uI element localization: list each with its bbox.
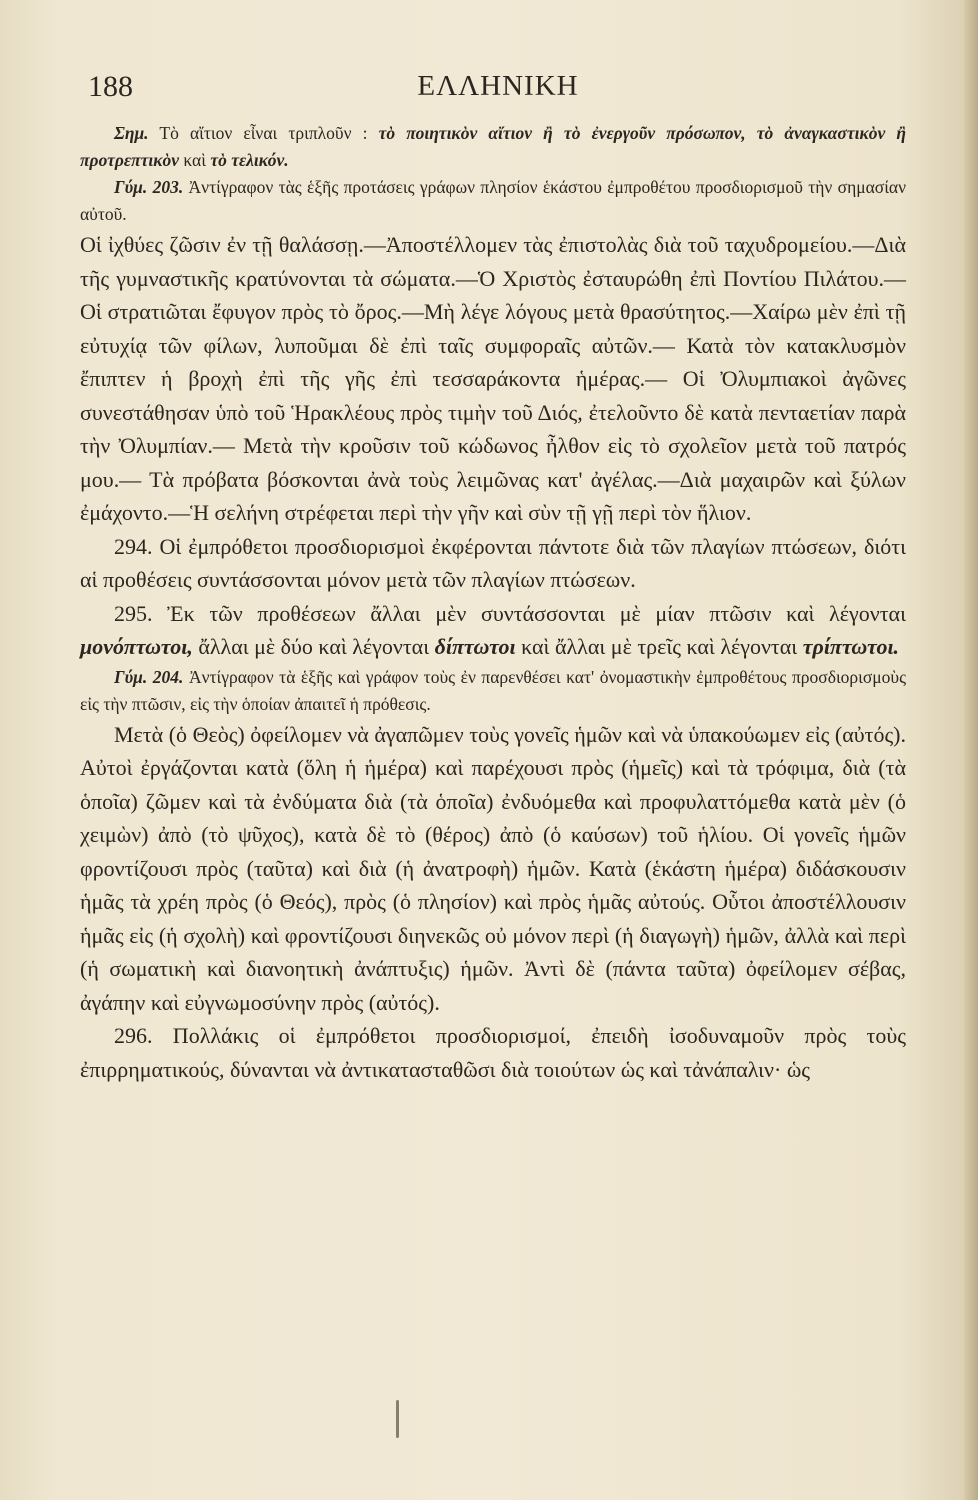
paragraph-295-text-2: ἄλλαι μὲ δύο καὶ λέγονται xyxy=(192,634,435,659)
exercise-203-text: Ἀντίγραφον τὰς ἑξῆς προτάσεις γράφων πλησίον ἑκάστου ἐμπροθέτου προσδιορισμοῦ τὴν σημασίαν αὐτοῦ. xyxy=(80,177,907,224)
exercise-203-sentences: Οἱ ἰχθύες ζῶσιν ἐν τῇ θαλάσσῃ.—Ἀποστέλλομεν τὰς ἐπιστολὰς διὰ τοῦ ταχυδρομείου.—Διὰ τῆς γυμναστικῆς κρατύνονται τὰ σώματα.—Ὁ Χριστὸς ἐσταυρώθη ἐπὶ Ποντίου Πιλάτου.—Οἱ στρατιῶται ἔφυγον πρὸς τὸ ὄρος.—Μὴ λέγε λόγους μετὰ θρασύτητος.—Χαίρω μὲν ἐπὶ τῇ εὐτυχίᾳ τῶν φίλων, λυποῦμαι δὲ ἐπὶ ταῖς συμφοραῖς αὐτῶν.— Κατὰ τὸν κατακλυσμὸν ἔπιπτεν ἡ βροχὴ ἐπὶ τῆς γῆς ἐπὶ τεσσαράκοντα ἡμέρας.— Οἱ Ὀλυμπιακοὶ ἀγῶνες συνεστάθησαν ὑπὸ τοῦ Ἡρακλέους πρὸς τιμὴν τοῦ Διός, ἐτελοῦντο δὲ κατὰ πενταετίαν παρὰ τὴν Ὀλυμπίαν.— Μετὰ τὴν κροῦσιν τοῦ κώδωνος ἦλθον εἰς τὸ σχολεῖον μετὰ τοῦ πατρός μου.— Τὰ πρόβατα βόσκονται ἀνὰ τοὺς λειμῶνας κατ' ἀγέλας.—Διὰ μαχαιρῶν καὶ ξύλων ἐμάχοντο.—Ἡ σελήνη στρέφεται περὶ τὴν γῆν καὶ σὺν τῇ γῇ περὶ τὸν ἥλιον. xyxy=(80,232,906,525)
page-number: 188 xyxy=(88,70,133,103)
exercise-204-instructions xyxy=(80,664,906,718)
note-italic-2: τὸ τελικόν. xyxy=(210,150,289,170)
term-triptotoi: τρίπτωτοι. xyxy=(802,634,900,659)
term-monoptotoi: μονόπτωτοι, xyxy=(80,634,193,659)
running-title: ΕΛΛΗΝΙΚΗ xyxy=(417,70,579,102)
exercise-204-passage: Μετὰ (ὁ Θεὸς) ὀφείλομεν νὰ ἀγαπῶμεν τοὺς γονεῖς ἡμῶν καὶ νὰ ὑπακούωμεν εἰς (αὐτός). Αὐτοὶ ἐργάζονται κατὰ (ὅλη ἡ ἡμέρα) καὶ παρέχουσι πρὸς (ἡμεῖς) καὶ τὰ τρόφιμα, διὰ (τὰ ὁποῖα) ζῶμεν καὶ τὰ ἐνδύματα διὰ (τὰ ὁποῖα) ἐνδυόμεθα καὶ προφυλαττόμεθα κατὰ μὲν (ὁ χειμὼν) ἀπὸ (τὸ ψῦχος), κατὰ δὲ τὸ (θέρος) ἀπὸ (ὁ καύσων) τοῦ ἡλίου. Οἱ γονεῖς ἡμῶν φροντίζουσι πρὸς (ταῦτα) καὶ διὰ (ἡ ἀνατροφὴ) ἡμῶν. Κατὰ (ἑκάστη ἡμέρα) διδάσκουσιν ἡμᾶς τὰ χρέη πρὸς (ὁ Θεός), πρὸς (ὁ πλησίον) καὶ πρὸς ἡμᾶς αὐτούς. Οὗτοι ἀποστέλλουσιν ἡμᾶς εἰς (ἡ σχολὴ) καὶ φροντίζουσι διηνεκῶς οὐ μόνον περὶ (ἡ διαγωγὴ) ἡμῶν, ἀλλὰ καὶ περὶ (ἡ σωματικὴ καὶ διανοητικὴ ἀνάπτυξις) ἡμῶν. Ἀντὶ δὲ (πάντα ταῦτα) ὀφείλομεν σέβας, ἀγάπην καὶ εὐγνωμοσύνην πρὸς (αὐτός). xyxy=(80,721,906,1015)
exercise-203-label: Γύμ. 203. xyxy=(114,177,184,197)
note-causes xyxy=(80,120,906,174)
exercise-203-instructions xyxy=(80,174,906,228)
note-lead: Σημ. xyxy=(114,123,149,143)
page-edge xyxy=(964,0,978,1500)
paragraph-295-text-3: καὶ ἄλλαι μὲ τρεῖς καὶ λέγονται xyxy=(515,634,803,659)
exercise-204-text: Ἀντίγραφον τὰ ἑξῆς καὶ γράφον τοὺς ἐν παρενθέσει κατ' ὀνομαστικὴν ἐμπροθέτους προσδιορισμοὺς εἰς τὴν πτῶσιν, εἰς τὴν ὁποίαν ἀπαιτεῖ ἡ πρόθεσις. xyxy=(80,666,906,714)
paragraph-294: 294. Οἱ ἐμπρόθετοι προσδιορισμοὶ ἐκφέρονται πάντοτε διὰ τῶν πλαγίων πτώσεων, διότι αἱ προθέσεις συντάσσονται μόνον μετὰ τῶν πλαγίων πτώσεων. xyxy=(80,533,906,592)
ink-mark xyxy=(396,1400,399,1438)
note-text: Τὸ αἴτιον εἶναι τριπλοῦν : xyxy=(148,123,379,143)
exercise-204-label: Γύμ. 204. xyxy=(114,666,184,687)
page-header xyxy=(88,68,908,108)
note-italic: τὸ ποιητικὸν αἴτιον ἢ τὸ ἐνεργοῦν πρόσωπον, τὸ ἀναγκαστικὸν ἢ προτρεπτικὸν xyxy=(80,123,906,170)
term-diptotoi: δίπτωτοι xyxy=(434,634,516,659)
note-text-2: καὶ xyxy=(179,150,211,170)
page-body xyxy=(80,120,906,1086)
paragraph-296: 296. Πολλάκις οἱ ἐμπρόθετοι προσδιορισμοί, ἐπειδὴ ἰσοδυναμοῦν πρὸς τοὺς ἐπιρρηματικούς, δύνανται νὰ ἀντικατασταθῶσι διὰ τοιούτων ὡς καὶ τἀνάπαλιν· ὡς xyxy=(80,1023,906,1082)
paragraph-295-text: 295. Ἐκ τῶν προθέσεων ἄλλαι μὲν συντάσσονται μὲ μίαν πτῶσιν καὶ λέγονται xyxy=(114,600,906,626)
paragraph-295 xyxy=(80,597,906,664)
